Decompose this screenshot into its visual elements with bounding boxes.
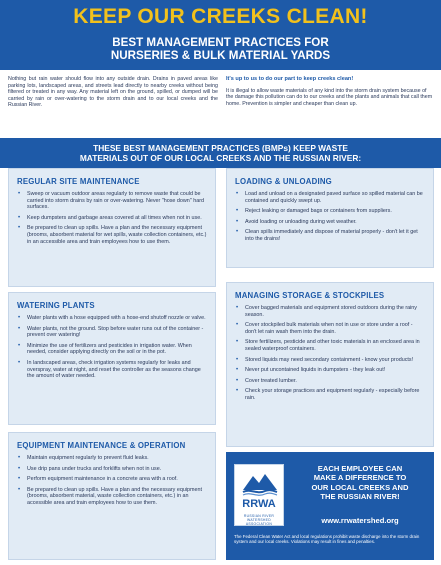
list-item-text: Water plants with a hose equipped with a hose-end shutoff nozzle or valve. [27, 315, 206, 321]
bullet-list [17, 455, 207, 507]
bullet-icon: • [236, 208, 239, 215]
bullet-icon: • [18, 325, 21, 332]
list-item [17, 343, 207, 356]
bullet-icon: • [236, 367, 239, 374]
list-item-text: Sweep or vacuum outdoor areas regularly to remove waste that could be carried into storm drains by rain or over-watering. Never "hose down" hard surfaces. [27, 191, 205, 211]
logo-subtext-line-2: WATERSHED ASSOCIATION [245, 518, 273, 526]
list-item [17, 215, 207, 222]
section-title: WATERING PLANTS [17, 301, 95, 310]
subtitle-line-1: BEST MANAGEMENT PRACTICES FOR [112, 36, 329, 49]
list-item [17, 487, 207, 507]
river-mountain-logo-icon [241, 470, 279, 496]
bullet-icon: • [18, 315, 21, 321]
logo-wordmark: RRWA [242, 498, 276, 510]
section-watering-plants [8, 292, 216, 425]
list-item-text: Cover treated lumber. [245, 377, 297, 384]
bullet-icon: • [18, 455, 21, 461]
list-item-text: Minimize the use of fertilizers and pesticides in irrigation water. When needed, consider applying directly on the soil or in the pot. [27, 342, 192, 356]
list-item-text: Maintain equipment regularly to prevent fluid leaks. [27, 455, 149, 461]
list-item [17, 476, 207, 483]
list-item [235, 378, 425, 385]
bullet-icon: • [18, 359, 21, 366]
list-item [235, 339, 425, 352]
bullet-icon: • [236, 229, 239, 236]
bmp-band [0, 138, 441, 168]
list-item [17, 191, 207, 211]
section-equipment-maintenance [8, 432, 216, 560]
list-item-text: Water plants, not the ground. Stop before water runs out of the container - prevent over watering! [27, 325, 204, 339]
bullet-icon: • [18, 476, 21, 483]
list-item-text: Clean spills immediately and dispose of material properly - don't let it get into the drains! [245, 229, 418, 242]
bullet-icon: • [236, 356, 239, 363]
callout-heading [290, 464, 430, 502]
list-item-text: Be prepared to clean up spills. Have a plan and the necessary equipment (brooms, absorbent material, waste collection containers, etc.) in an accessible area and train employees how to use them. [27, 486, 203, 506]
callout-heading-line-4: THE RUSSIAN RIVER! [320, 492, 400, 502]
list-item [235, 322, 425, 335]
list-item-text: Stored liquids may need secondary containment - know your products! [245, 356, 414, 363]
section-title: MANAGING STORAGE & STOCKPILES [235, 291, 385, 300]
list-item [17, 315, 207, 322]
bullet-icon: • [18, 191, 21, 197]
section-loading-unloading [226, 168, 434, 268]
list-item [17, 455, 207, 462]
bullet-icon: • [236, 322, 239, 329]
list-item-text: Load and unload on a designated paved surface so spilled material can be contained and quickly swept up. [245, 191, 423, 204]
list-item-text: Store fertilizers, pesticide and other toxic materials in an enclosed area in sealed waterproof containers. [245, 339, 420, 352]
section-managing-storage [226, 282, 434, 447]
bullet-icon: • [236, 191, 239, 197]
list-item-text: Reject leaking or damaged bags or containers from suppliers. [245, 208, 392, 215]
intro-right-paragraph: It is illegal to allow waste materials of any kind into the storm drain system because of the damage this pollution can do to our creeks and the plants and animals that call them home. Prevention is simpler and cheaper than clean up. [226, 87, 433, 107]
bullet-icon: • [236, 339, 239, 346]
list-item [235, 208, 425, 215]
list-item [235, 229, 425, 242]
list-item-text: Avoid loading or unloading during wet weather. [245, 218, 357, 225]
bullet-icon: • [18, 465, 21, 472]
list-item [17, 360, 207, 380]
list-item [235, 305, 425, 318]
intro-right-heading: It's up to us to do our part to keep creeks clean! [226, 76, 354, 82]
list-item [235, 191, 425, 204]
callout-heading-line-3: OUR LOCAL CREEKS AND [311, 482, 409, 492]
logo-subtext-line-1: RUSSIAN RIVER [243, 514, 275, 518]
list-item-text: In landscaped areas, check irrigation systems regularly for leaks and overspray, water at night, and reset the controller as the seasons change the amount of water needed. [27, 359, 201, 380]
list-item-text: Perform equipment maintenance in a concrete area with a roof. [27, 476, 178, 483]
band-line-1: THESE BEST MANAGEMENT PRACTICES (BMPs) KEEP WASTE [93, 143, 348, 153]
bullet-icon: • [236, 218, 239, 225]
list-item [235, 219, 425, 226]
page-subtitle [0, 36, 441, 62]
section-title: EQUIPMENT MAINTENANCE & OPERATION [17, 441, 186, 450]
bullet-icon: • [18, 225, 21, 232]
list-item [235, 357, 425, 364]
website-link[interactable]: www.rrwatershed.org [321, 516, 399, 525]
bullet-list [235, 305, 425, 402]
list-item-text: Use drip pans under trucks and forklifts when not in use. [27, 465, 162, 472]
employee-callout [226, 452, 434, 560]
list-item-text: Check your storage practices and equipment regularly - especially before rain. [245, 388, 420, 401]
section-title: LOADING & UNLOADING [235, 177, 332, 186]
bullet-list [17, 191, 207, 245]
list-item [235, 367, 425, 374]
header-banner [0, 0, 441, 70]
rrwa-logo [234, 464, 284, 526]
bullet-icon: • [236, 305, 239, 311]
bullet-icon: • [18, 342, 21, 349]
bullet-list [235, 191, 425, 243]
list-item-text: Cover bagged materials and equipment stored outdoors during the rainy season. [245, 305, 418, 318]
intro-right-column [226, 76, 434, 107]
callout-heading-line-2: MAKE A DIFFERENCE TO [313, 473, 407, 483]
page-title: KEEP OUR CREEKS CLEAN! [73, 5, 368, 28]
list-item-text: Never put uncontained liquids in dumpsters - they leak out! [245, 367, 386, 374]
bullet-list [17, 315, 207, 380]
subtitle-line-2: NURSERIES & BULK MATERIAL YARDS [110, 49, 331, 62]
logo-subtext [235, 514, 283, 526]
list-item [17, 466, 207, 473]
band-line-2: MATERIALS OUT OF OUR LOCAL CREEKS AND THE RUSSIAN RIVER: [79, 153, 362, 163]
callout-heading-line-1: EACH EMPLOYEE CAN [317, 464, 403, 473]
bullet-icon: • [18, 214, 21, 221]
bullet-icon: • [18, 486, 21, 493]
bullet-icon: • [236, 388, 239, 395]
list-item [17, 326, 207, 339]
list-item-text: Keep dumpsters and garbage areas covered at all times when not in use. [27, 214, 202, 221]
section-title: REGULAR SITE MAINTENANCE [17, 177, 140, 186]
bullet-icon: • [236, 377, 239, 384]
section-regular-site-maintenance [8, 168, 216, 287]
legal-note: The Federal Clean Water Act and local regulations prohibit waste discharge into the storm drain system and our local creeks. Violations may result in fines and penalties. [234, 534, 420, 545]
list-item [235, 388, 425, 401]
intro-left-paragraph: Nothing but rain water should flow into any outside drain. Drains in paved areas like parking lots, landscaped areas, and streets lead directly to nearby creeks without being filtered or treated in any way. Any material left on the ground, spilled, or dumped will be carried by rain or over-watering to the storm drain and to our local creeks and the Russian River. [8, 76, 218, 109]
list-item-text: Cover stockpiled bulk materials when not in use or store under a roof - don't let rain wash them into the drain. [245, 322, 413, 335]
list-item [17, 225, 207, 245]
list-item-text: Be prepared to clean up spills. Have a plan and the necessary equipment (brooms, absorbent material for wet spills, waste collection containers, etc.) in an accessible area and train employees how to use them. [27, 225, 207, 245]
